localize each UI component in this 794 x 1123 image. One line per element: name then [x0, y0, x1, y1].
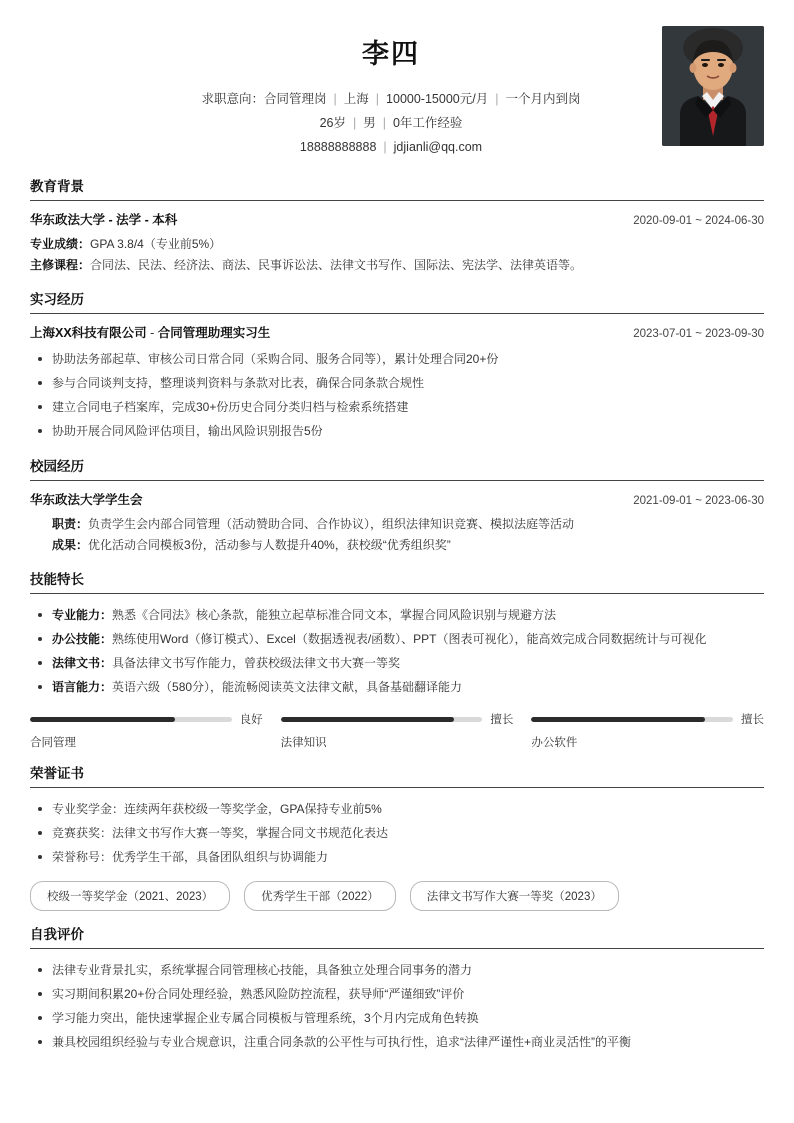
meta-divider: | [352, 116, 357, 130]
campus-org: 华东政法大学学生会 [30, 493, 143, 507]
meta-divider: | [495, 92, 499, 106]
skill-text: 具备法律文书写作能力，曾获校级法律文书大赛一等奖 [112, 656, 401, 670]
campus-result-value: 优化活动合同模板3份，活动参与人数提升40%，获校级“优秀组织奖” [88, 538, 451, 552]
honor-text: 连续两年获校级一等奖学金，GPA保持专业前5% [124, 802, 382, 816]
internship-bullets [30, 347, 764, 443]
skill-text: 英语六级（580分），能流畅阅读英文法律文献，具备基础翻译能力 [112, 680, 463, 694]
skill-bar-row [531, 711, 764, 727]
section-internship [30, 288, 764, 443]
meta-experience: 0年工作经验 [392, 116, 463, 130]
meta-email: jdjianli@qq.com [393, 140, 483, 154]
meta-availability: 一个月内到岗 [505, 92, 581, 106]
honor-tags [30, 881, 764, 911]
status-badge: 优秀学生干部（2022） [244, 881, 396, 911]
meta-salary: 10000-15000元/月 [386, 92, 489, 106]
meta-gender: 男 [363, 116, 376, 130]
section-self-evaluation [30, 923, 764, 1054]
skill-text: 熟练使用Word（修订模式）、Excel（数据透视表/函数）、PPT（图表可视化），能高效完成合同数据统计与可视化 [112, 632, 707, 646]
skill-bar-level: 擅长 [741, 714, 765, 726]
education-courses-value: 合同法、民法、经济法、商法、民事诉讼法、法律文书写作、国际法、宪法学、法律英语等。 [90, 258, 583, 272]
honor-text: 优秀学生干部，具备团队组织与协调能力 [112, 850, 329, 864]
skill-label: 语言能力： [52, 680, 113, 694]
meta-divider: | [333, 92, 337, 106]
education-date: 2020-09-01 ~ 2024-06-30 [633, 215, 764, 227]
campus-result-label: 成果： [52, 538, 89, 552]
list-item: 参与合同谈判支持，整理谈判资料与条款对比表，确保合同条款合规性 [30, 371, 764, 395]
skill-bar-row [281, 711, 514, 727]
campus-duty-row [30, 514, 764, 535]
education-gpa-row [30, 234, 764, 255]
honors-list [30, 797, 764, 869]
section-skills [30, 568, 764, 750]
campus-duty-value: 负责学生会内部合同管理（活动赞助合同、合作协议），组织法律知识竞赛、模拟法庭等活动 [88, 517, 575, 531]
list-item [30, 651, 764, 675]
page-title: 李四 [362, 39, 420, 69]
education-gpa-value: GPA 3.8/4（专业前5%） [90, 237, 222, 251]
list-item [30, 603, 764, 627]
self-evaluation-list [30, 958, 764, 1054]
skills-list [30, 603, 764, 699]
meta-divider: | [382, 116, 386, 130]
section-honors [30, 762, 764, 911]
skill-bar-name: 办公软件 [531, 737, 578, 749]
campus-result-row [30, 535, 764, 556]
internship-company: 上海XX科技有限公司 [30, 326, 147, 340]
list-item: 法律专业背景扎实，系统掌握合同管理核心技能，具备独立处理合同事务的潜力 [30, 958, 764, 982]
campus-entry-head [30, 490, 764, 508]
list-item [30, 797, 764, 821]
education-school: 华东政法大学 - 法学 - 本科 [30, 213, 178, 227]
list-item: 实习期间积累20+份合同处理经验，熟悉风险防控流程，获导师“严谨细致”评价 [30, 982, 764, 1006]
honor-text: 法律文书写作大赛一等奖，掌握合同文书规范化表达 [112, 826, 389, 840]
meta-divider: | [375, 92, 380, 106]
skill-bar-item [281, 711, 532, 750]
list-item [30, 675, 764, 699]
internship-role: 合同管理助理实习生 [157, 326, 271, 340]
skill-bar-item [531, 711, 764, 750]
campus-duty-label: 职责： [52, 517, 89, 531]
meta-city: 上海 [343, 92, 369, 106]
section-title-internship: 实习经历 [30, 288, 764, 314]
list-item [30, 627, 764, 651]
meta-phone: 18888888888 [299, 140, 377, 154]
internship-entry-head [30, 323, 764, 341]
list-item: 建立合同电子档案库，完成30+份历史合同分类归档与检索系统搭建 [30, 395, 764, 419]
skill-bar-track [531, 717, 733, 722]
internship-company-role [30, 323, 270, 341]
skill-text: 熟悉《合同法》核心条款，能独立起草标准合同文本，掌握合同风险识别与规避方法 [112, 608, 557, 622]
header-main [30, 26, 662, 159]
skill-label: 办公技能： [52, 632, 113, 646]
skill-bar-row [30, 711, 263, 727]
meta-row-2 [120, 111, 662, 135]
list-item [30, 821, 764, 845]
list-item: 协助法务部起草、审核公司日常合同（采购合同、服务合同等），累计处理合同20+份 [30, 347, 764, 371]
skill-bar-item [30, 711, 281, 750]
avatar-illustration [662, 26, 764, 146]
section-title-education: 教育背景 [30, 175, 764, 201]
section-title-honors: 荣誉证书 [30, 762, 764, 788]
list-item: 学习能力突出，能快速掌握企业专属合同模板与管理系统，3个月内完成角色转换 [30, 1006, 764, 1030]
entry-separator: - [146, 326, 158, 340]
section-campus [30, 455, 764, 556]
skill-bar-fill [281, 717, 454, 722]
skill-bar-level: 擅长 [490, 714, 514, 726]
meta-divider: | [383, 140, 387, 154]
list-item: 兼具校园组织经验与专业合规意识，注重合同条款的公平性与可执行性，追求“法律严谨性+商业灵活性”的平衡 [30, 1030, 764, 1054]
skill-bar-level: 良好 [239, 714, 263, 726]
skill-label: 法律文书： [52, 656, 113, 670]
skill-bar-fill [30, 717, 175, 722]
meta-age: 26岁 [319, 116, 346, 130]
honor-label: 专业奖学金： [52, 802, 125, 816]
internship-date: 2023-07-01 ~ 2023-09-30 [633, 328, 764, 340]
section-title-skills: 技能特长 [30, 568, 764, 594]
skill-bars [30, 711, 764, 750]
campus-entry [30, 490, 764, 556]
internship-entry [30, 323, 764, 443]
resume-header [30, 26, 764, 163]
section-education [30, 175, 764, 276]
meta-intent: 求职意向：合同管理岗 [201, 92, 327, 106]
skill-bar-name: 合同管理 [30, 737, 76, 749]
section-title-campus: 校园经历 [30, 455, 764, 481]
status-badge: 法律文书写作大赛一等奖（2023） [410, 881, 619, 911]
honor-label: 竞赛获奖： [52, 826, 113, 840]
list-item [30, 845, 764, 869]
education-gpa-label: 专业成绩： [30, 237, 91, 251]
education-entry [30, 210, 764, 276]
status-badge: 校级一等奖学金（2021、2023） [30, 881, 230, 911]
list-item: 协助开展合同风险评估项目，输出风险识别报告5份 [30, 419, 764, 443]
honor-label: 荣誉称号： [52, 850, 113, 864]
education-courses-row [30, 255, 764, 276]
campus-date: 2021-09-01 ~ 2023-06-30 [633, 495, 764, 507]
skill-bar-track [30, 717, 232, 722]
skill-bar-name: 法律知识 [280, 737, 327, 749]
skill-label: 专业能力： [52, 608, 113, 622]
education-entry-head [30, 210, 764, 228]
meta-row-1 [120, 87, 662, 111]
education-courses-label: 主修课程： [30, 258, 91, 272]
section-title-self-evaluation: 自我评价 [30, 923, 764, 949]
skill-bar-track [281, 717, 483, 722]
meta-row-3 [120, 135, 662, 159]
skill-bar-fill [531, 717, 704, 722]
avatar [662, 26, 764, 146]
